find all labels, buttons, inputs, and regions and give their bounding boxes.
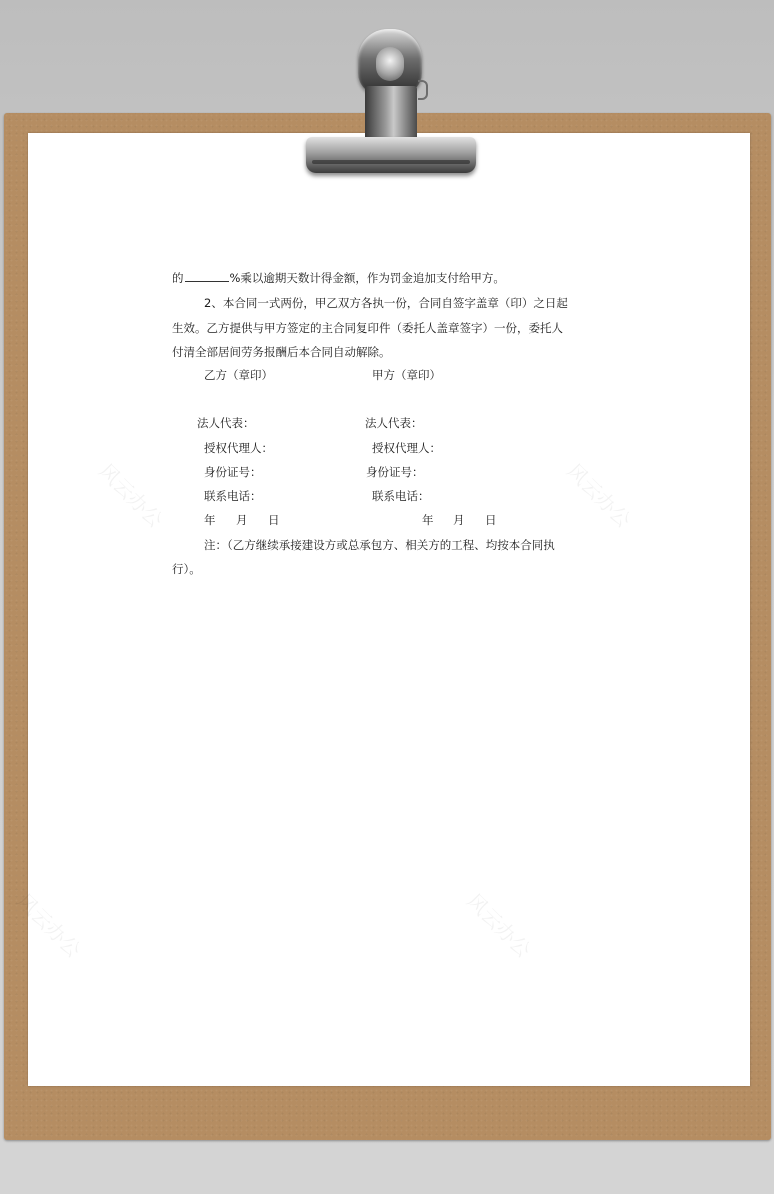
party-b-date-month: 月 — [236, 513, 248, 527]
note-line-1: 注：（乙方继续承接建设方或总承包方、相关方的工程、均按本合同执 — [204, 538, 555, 552]
party-b-id-label: 身份证号： — [204, 465, 262, 479]
penalty-suffix: %乘以逾期天数计得金额，作为罚金追加支付给甲方。 — [229, 271, 505, 285]
watermark: 风云办公 — [462, 888, 536, 963]
party-b-seal-label: 乙方（章印） — [204, 368, 273, 382]
note-line-2: 行）。 — [172, 562, 201, 576]
party-a-date-day: 日 — [485, 513, 497, 527]
paragraph-penalty — [172, 270, 505, 286]
watermark: 风云办公 — [562, 458, 636, 533]
party-a-id-label: 身份证号： — [366, 465, 424, 479]
paragraph-copies-line-3: 付清全部居间劳务报酬后本合同自动解除。 — [172, 345, 391, 359]
paragraph-copies-line-1: 2、本合同一式两份，甲乙双方各执一份，合同自签字盖章（印）之日起 — [204, 296, 568, 310]
party-a-date-year: 年 — [422, 513, 434, 527]
watermark: 风云办公 — [94, 458, 168, 533]
party-a-phone-label: 联系电话： — [372, 489, 430, 503]
party-a-agent-label: 授权代理人： — [372, 441, 441, 455]
party-b-date-year: 年 — [204, 513, 216, 527]
party-a-legal-rep-label: 法人代表： — [365, 416, 423, 430]
blank-field — [185, 271, 229, 282]
party-b-phone-label: 联系电话： — [204, 489, 262, 503]
watermark: 风云办公 — [12, 888, 86, 963]
party-a-date-month: 月 — [453, 513, 465, 527]
party-b-legal-rep-label: 法人代表： — [197, 416, 255, 430]
party-b-date-day: 日 — [268, 513, 280, 527]
party-a-seal-label: 甲方（章印） — [372, 368, 441, 382]
party-b-agent-label: 授权代理人： — [204, 441, 273, 455]
paragraph-copies-line-2: 生效。乙方提供与甲方签定的主合同复印件（委托人盖章签字）一份，委托人 — [172, 321, 563, 335]
penalty-prefix: 的 — [172, 271, 184, 285]
